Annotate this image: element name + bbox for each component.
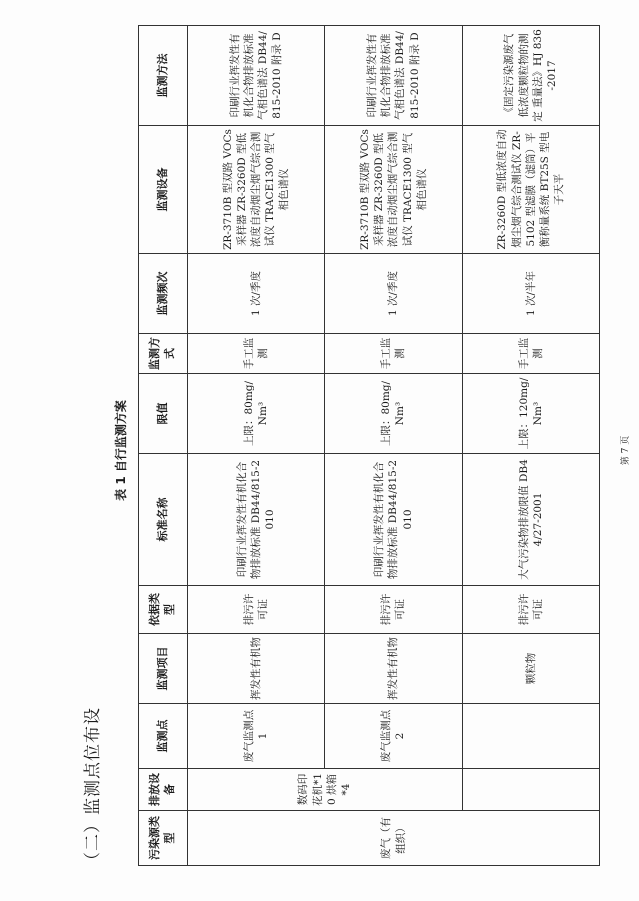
basis-type-cell: 排污许可证: [325, 586, 462, 634]
table-header-row: [139, 26, 188, 866]
emission-equipment-cell: 数码印花机*10 烘箱*4: [188, 769, 463, 811]
monitoring-plan-table: [138, 25, 600, 866]
table-row: [188, 26, 325, 866]
table-title: 表 1 自行监测方案: [114, 400, 128, 501]
method-cell: 印刷行业挥发性有机化合物排放标准气相色谱法 DB44/815-2010 附录 D: [325, 26, 462, 126]
frequency-cell: 1 次/季度: [188, 254, 325, 334]
basis-type-cell: 排污许可证: [462, 586, 599, 634]
emission-equipment-cell-empty: [462, 769, 599, 811]
header-monitoring-item: 监测项目: [139, 634, 188, 704]
standard-name-cell: 大气污染物排放限值 DB44/27-2001: [462, 454, 599, 586]
method-cell: 《固定污染源废气 低浓度颗粒物的测定 重量法》HJ 836-2017: [462, 26, 599, 126]
monitoring-mode-cell: 手工监测: [325, 334, 462, 374]
pollutant-type-cell: 废气（有组织）: [188, 811, 600, 866]
header-equipment: 监测设备: [139, 126, 188, 254]
header-method: 监测方法: [139, 26, 188, 126]
header-limit: 限值: [139, 374, 188, 454]
limit-cell: 上限：80mg/Nm³: [188, 374, 325, 454]
equipment-cell: ZR-3260D 型低浓度自动烟尘烟气综合测试仪 ZR-5102 型滤膜（滤筒）平衡称量系统 BT25S 型电子天平: [462, 126, 599, 254]
monitoring-point-cell: 废气监测点 1: [188, 704, 325, 769]
header-monitoring-mode: 监测方式: [139, 334, 188, 374]
page-number: 第 7 页: [621, 435, 631, 466]
header-monitoring-point: 监测点: [139, 704, 188, 769]
limit-cell: 上限：80mg/Nm³: [325, 374, 462, 454]
header-standard-name: 标准名称: [139, 454, 188, 586]
monitoring-point-cell: [462, 704, 599, 769]
equipment-cell: ZR-3710B 型双路 VOCs 采样器 ZR-3260D 型低浓度自动烟尘烟气综合测试仪 TRACE1300 型气相色谱仪: [188, 126, 325, 254]
table-row: [325, 26, 462, 866]
method-cell: 印刷行业挥发性有机化合物排放标准气相色谱法 DB44/815-2010 附录 D: [188, 26, 325, 126]
header-emission-equipment: 排放设备: [139, 769, 188, 811]
frequency-cell: 1 次/半年: [462, 254, 599, 334]
equipment-cell: ZR-3710B 型双路 VOCs 采样器 ZR-3260D 型低浓度自动烟尘烟气综合测试仪 TRACE1300 型气相色谱仪: [325, 126, 462, 254]
monitoring-mode-cell: 手工监测: [188, 334, 325, 374]
basis-type-cell: 排污许可证: [188, 586, 325, 634]
section-heading: （二）监测点位布设: [83, 707, 103, 869]
header-basis-type: 依据类型: [139, 586, 188, 634]
standard-name-cell: 印刷行业挥发性有机化合物排放标准 DB44/815-2010: [188, 454, 325, 586]
monitoring-point-cell: 废气监测点 2: [325, 704, 462, 769]
frequency-cell: 1 次/季度: [325, 254, 462, 334]
header-frequency: 监测频次: [139, 254, 188, 334]
header-pollutant-type: 污染源类型: [139, 811, 188, 866]
monitoring-item-cell: 颗粒物: [462, 634, 599, 704]
monitoring-item-cell: 挥发性有机物: [188, 634, 325, 704]
monitoring-mode-cell: 手工监测: [462, 334, 599, 374]
limit-cell: 上限：120mg/Nm³: [462, 374, 599, 454]
standard-name-cell: 印刷行业挥发性有机化合物排放标准 DB44/815-2010: [325, 454, 462, 586]
table-row: [462, 26, 599, 866]
monitoring-item-cell: 挥发性有机物: [325, 634, 462, 704]
